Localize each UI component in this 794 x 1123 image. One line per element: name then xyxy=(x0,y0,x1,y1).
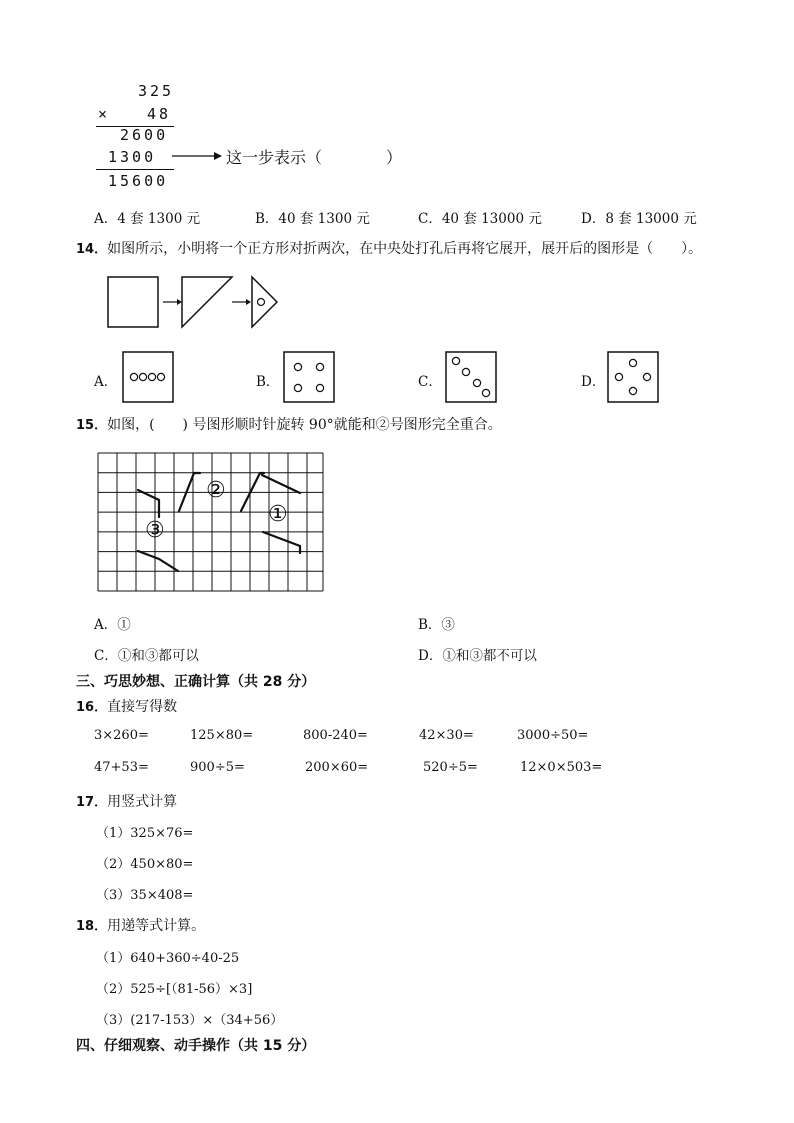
step-annotation: 这一步表示（ ） xyxy=(226,148,403,167)
q13-option-d[interactable]: D．8 套 13000 元 xyxy=(581,211,697,227)
q13-option-c[interactable]: C．40 套 13000 元 xyxy=(418,211,542,227)
q14-number: 14． xyxy=(76,242,108,257)
multiplier: 48 xyxy=(147,105,172,123)
q16-item-1: 3×260= xyxy=(94,728,149,743)
q16-item-4: 42×30= xyxy=(419,728,474,743)
multiplicand: 325 xyxy=(138,82,175,100)
q18-item-1: （1）640+360÷40-25 xyxy=(96,951,240,966)
q18-text xyxy=(76,915,205,935)
q16-number: 16． xyxy=(76,700,108,715)
q15-option-c[interactable]: C．①和③都可以 xyxy=(94,648,199,664)
partial-product-1: 2600 xyxy=(120,126,169,144)
q17-question: 用竖式计算 xyxy=(107,794,178,810)
q15-option-d[interactable]: D．①和③都不可以 xyxy=(418,648,537,664)
mult-line-2 xyxy=(96,169,174,170)
q15-option-a[interactable]: A．① xyxy=(94,617,131,633)
shape-label-2: ② xyxy=(206,478,226,503)
q16-item-5: 3000÷50= xyxy=(517,728,589,743)
q15-option-b[interactable]: B．③ xyxy=(418,617,455,633)
partial-product-2: 1300 xyxy=(108,148,157,166)
section-3-heading: 三、巧思妙想、正确计算（共 28 分） xyxy=(76,674,316,690)
q14-text xyxy=(76,238,702,258)
q14-figure-b[interactable] xyxy=(283,351,335,403)
q16-item-7: 900÷5= xyxy=(190,760,245,775)
q14-option-c[interactable]: C． xyxy=(418,374,442,390)
q18-item-2: （2）525÷[（81-56）×3] xyxy=(96,982,253,997)
multiply-sign: × xyxy=(98,105,111,123)
q16-item-6: 47+53= xyxy=(94,760,149,775)
q14-figure-a[interactable] xyxy=(122,351,174,403)
q14-figure-d[interactable] xyxy=(607,351,659,403)
q18-item-3: （3）(217-153）×（34+56） xyxy=(96,1013,284,1028)
shape-label-3: ③ xyxy=(145,518,165,543)
q18-question: 用递等式计算。 xyxy=(107,918,206,934)
section-4-heading: 四、仔细观察、动手操作（共 15 分） xyxy=(76,1038,316,1054)
q17-number: 17． xyxy=(76,795,108,810)
q15-question: 如图，( ) 号图形顺时针旋转 90°就能和②号图形完全重合。 xyxy=(107,417,502,433)
q16-item-9: 520÷5= xyxy=(423,760,478,775)
q16-item-10: 12×0×503= xyxy=(520,760,603,775)
q16-item-3: 800-240= xyxy=(303,728,368,743)
product-result: 15600 xyxy=(108,172,169,190)
arrow-icon xyxy=(172,150,222,162)
q15-number: 15． xyxy=(76,418,108,433)
q14-question: 如图所示，小明将一个正方形对折两次，在中央处打孔后再将它展开，展开后的图形是（ ）。 xyxy=(107,241,703,257)
folding-diagram xyxy=(105,274,305,334)
q17-text xyxy=(76,791,177,811)
q14-figure-c[interactable] xyxy=(445,351,497,403)
q17-item-2: （2）450×80= xyxy=(96,857,194,872)
rotation-grid-figure xyxy=(98,453,326,593)
q13-option-a[interactable]: A．4 套 1300 元 xyxy=(94,211,201,227)
q14-option-a[interactable]: A． xyxy=(94,374,118,390)
q14-option-d[interactable]: D． xyxy=(581,374,606,390)
q16-item-8: 200×60= xyxy=(305,760,369,775)
q14-option-b[interactable]: B． xyxy=(256,374,280,390)
q16-question: 直接写得数 xyxy=(107,699,178,715)
q16-text xyxy=(76,696,177,716)
q16-item-2: 125×80= xyxy=(190,728,254,743)
q13-option-b[interactable]: B．40 套 1300 元 xyxy=(255,211,370,227)
q15-text xyxy=(76,414,502,434)
q17-item-1: （1）325×76= xyxy=(96,826,194,841)
q18-number: 18． xyxy=(76,919,108,934)
shape-label-1: ① xyxy=(268,502,288,527)
q17-item-3: （3）35×408= xyxy=(96,888,194,903)
